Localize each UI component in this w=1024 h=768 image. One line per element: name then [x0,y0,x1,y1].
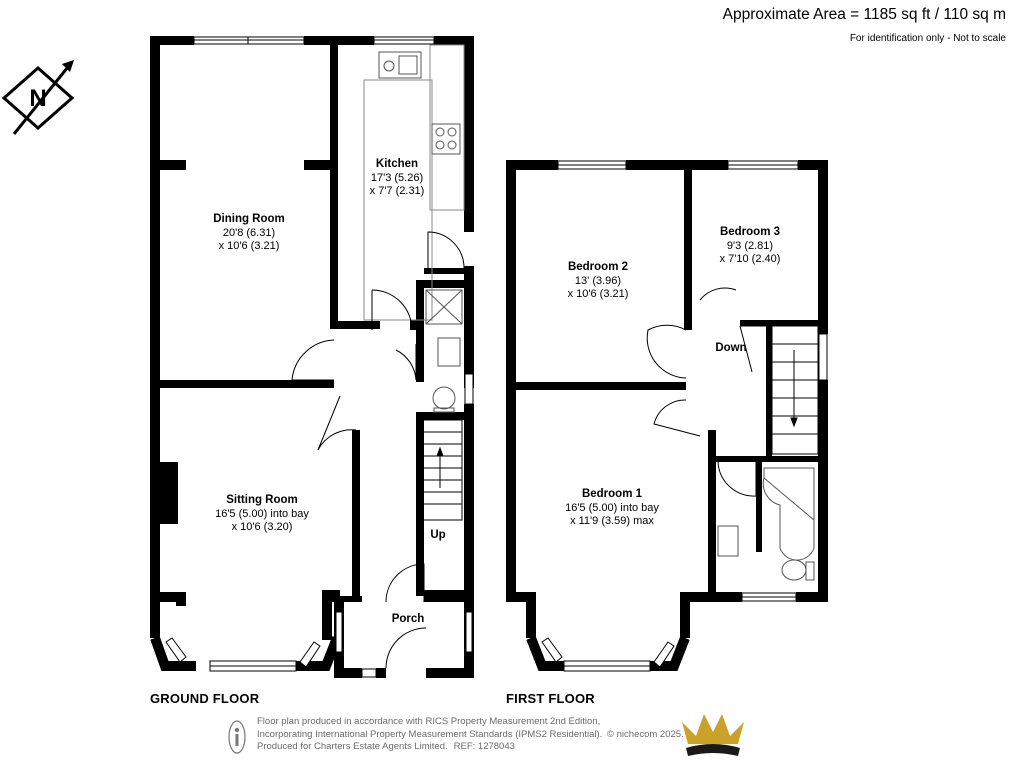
kitchen-dim1: 17'3 (5.26) [370,172,424,184]
ground-floor-plan [150,36,474,678]
footer-line-1: Floor plan produced in accordance with RICS Property Measurement 2nd Edition, [257,716,601,727]
porch-name: Porch [391,613,425,625]
sitting-room-dim2: x 10'6 (3.20) [231,521,293,533]
ground-wc-fixtures [426,290,462,412]
first-floor-doors [647,288,756,496]
compass-letter: N [29,85,47,112]
footer-line-2: Incorporating International Property Measurement Standards (IPMS2 Residential). [257,728,603,740]
ipms-badge-icon [228,720,246,754]
bedroom-1-name: Bedroom 1 [581,488,643,500]
stairs-down [740,326,818,454]
sitting-room-name: Sitting Room [226,494,298,506]
ground-bay-window [155,638,337,671]
identification-note: For identification only - Not to scale [849,33,1006,44]
stairs-down-label: Down [715,342,747,354]
first-floor-plan [506,160,828,671]
first-floor-title: FIRST FLOOR [506,691,595,706]
footer-line-3: Produced for Charters Estate Agents Limited. [257,741,448,752]
bedroom-3-name: Bedroom 3 [719,226,781,238]
bathroom-fixtures [718,468,814,580]
bedroom-2-dim1: 13' (3.96) [574,275,622,287]
first-bay-window [531,638,685,671]
dining-room-dim2: x 10'6 (3.21) [218,240,280,252]
ground-floor-doors [292,232,464,668]
stairs-up-label: Up [430,529,446,541]
bedroom-2-name: Bedroom 2 [567,261,629,273]
footer-disclaimer [257,716,602,754]
crown-logo-icon [678,710,748,760]
ground-floor-title: GROUND FLOOR [150,691,260,706]
bedroom-2-dim2: x 10'6 (3.21) [567,288,629,300]
dining-room-dim1: 20'8 (6.31) [222,227,276,239]
bedroom-1-dim2: x 11'9 (3.59) max [570,515,654,527]
dining-room-name: Dining Room [213,213,285,225]
bedroom-3-dim1: 9'3 (2.81) [726,240,774,252]
bedroom-1-dim1: 16'5 (5.00) into bay [565,502,659,514]
kitchen-name: Kitchen [375,158,419,170]
first-floor-windows [558,161,827,601]
copyright-notice: © nichecom 2025. [607,729,684,740]
ground-floor-walls [150,36,474,678]
approximate-area: Approximate Area = 1185 sq ft / 110 sq m [722,6,1006,23]
stairs-up [418,420,462,520]
sitting-room-dim1: 16'5 (5.00) into bay [215,508,309,520]
bedroom-3-dim2: x 7'10 (2.40) [719,253,781,265]
footer-ref: REF: 1278043 [453,741,515,752]
kitchen-dim2: x 7'7 (2.31) [369,185,425,197]
